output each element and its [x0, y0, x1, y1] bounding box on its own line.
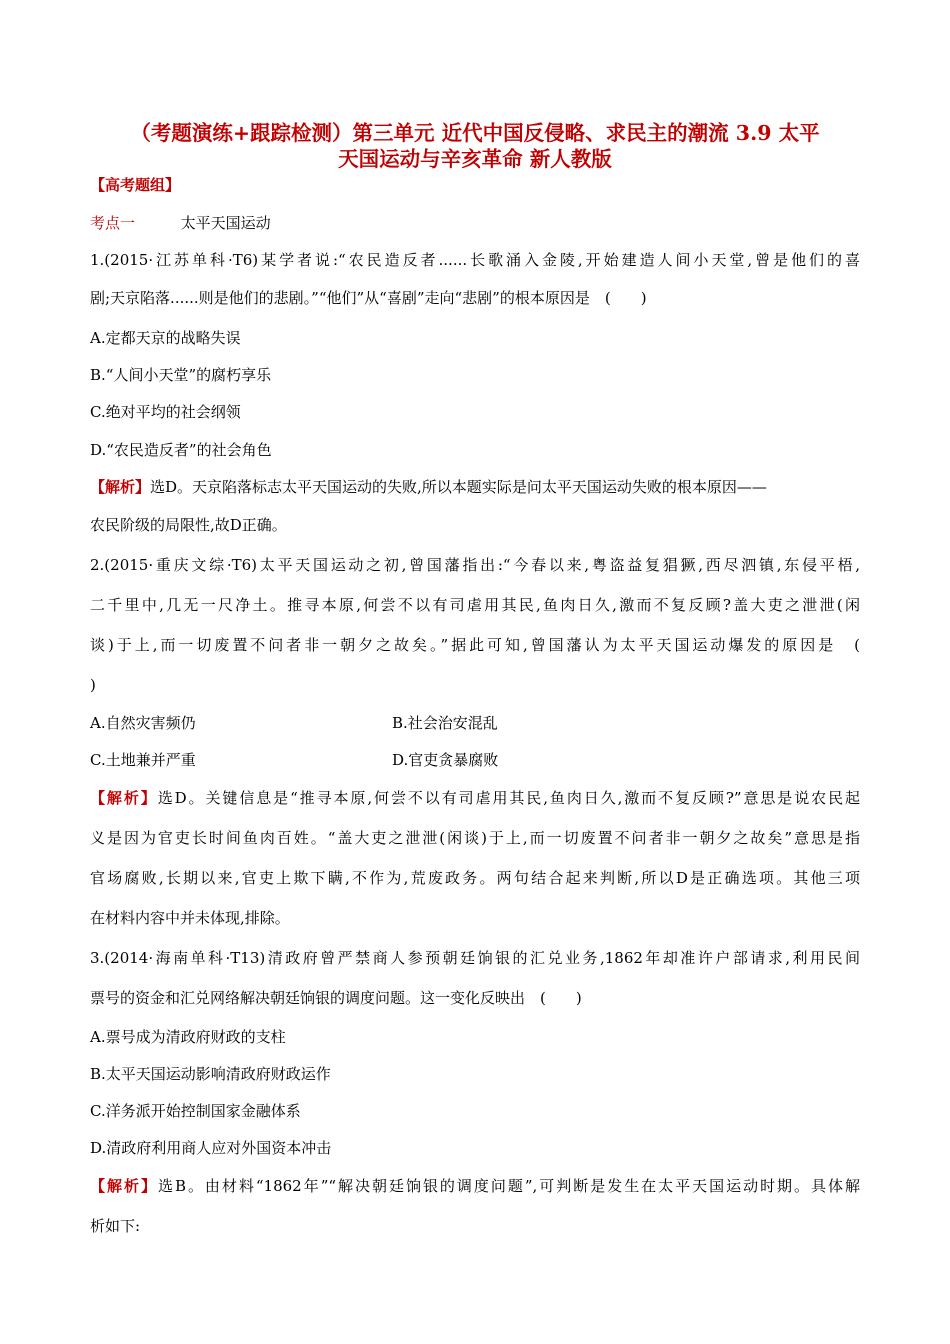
topic-label: 考点一: [90, 214, 136, 232]
q1-option-a: A.定都天京的战略失误: [90, 329, 241, 347]
document-title: [90, 120, 860, 172]
q2-option-d: D.官吏贪暴腐败: [392, 751, 499, 769]
q2-option-c: C.土地兼并严重: [90, 751, 196, 769]
q3-analysis-line-1: 【解析】选B。由材料“1862年”“解决朝廷饷银的调度问题”,可判断是发生在太平天国运动时期。具体解: [90, 1177, 860, 1195]
q1-analysis-line-1: 【解析】选D。天京陷落标志太平天国运动的失败,所以本题实际是问太平天国运动失败的根本原因——: [90, 478, 767, 496]
q2-stem-line-4: ): [90, 676, 96, 694]
q3-analysis-line-2: 析如下:: [90, 1217, 141, 1235]
q3-option-d: D.清政府利用商人应对外国资本冲击: [90, 1139, 332, 1157]
q2-analysis-line-3: 官场腐败,长期以来,官吏上欺下瞒,不作为,荒废政务。两句结合起来判断,所以D是正确选项。其他三项: [90, 869, 860, 887]
q2-analysis-line-2: 义是因为官吏长时间鱼肉百姓。“盖大吏之泄泄(闲谈)于上,而一切废置不问者非一朝夕之故矣”意思是指: [90, 829, 860, 847]
topic-name: 太平天国运动: [180, 214, 271, 232]
section-label: 【高考题组】: [90, 176, 181, 194]
q2-analysis-line-4: 在材料内容中并未体现,排除。: [90, 909, 290, 927]
q2-analysis-line-1: 【解析】选D。关键信息是“推寻本原,何尝不以有司虐用其民,鱼肉日久,激而不复反顾?”意思是说农民起: [90, 789, 860, 807]
q1-stem-line-2: 剧;天京陷落......则是他们的悲剧。”“他们”从“喜剧”走向“悲剧”的根本原因是 ( ): [90, 289, 647, 307]
q3-option-c: C.洋务派开始控制国家金融体系: [90, 1102, 301, 1120]
q1-option-b: B.“人间小天堂”的腐朽享乐: [90, 366, 272, 384]
analysis-tag: 【解析】: [90, 789, 158, 807]
q2-option-b: B.社会治安混乱: [392, 714, 498, 732]
q2-stem-line-2: 二千里中,几无一尺净土。推寻本原,何尝不以有司虐用其民,鱼肉日久,激而不复反顾?盖大吏之泄泄(闲: [90, 596, 860, 614]
q2-stem-line-3: 谈)于上,而一切废置不问者非一朝夕之故矣。”据此可知,曾国藩认为太平天国运动爆发的原因是 (: [90, 636, 860, 654]
q2-option-a: A.自然灾害频仍: [90, 714, 196, 732]
q1-option-c: C.绝对平均的社会纲领: [90, 403, 241, 421]
topic-heading: [90, 213, 860, 233]
q2-stem-line-1: 2.(2015·重庆文综·T6)太平天国运动之初,曾国藩指出:“今春以来,粤盗益复猖獗,西尽泗镇,东侵平梧,: [90, 556, 860, 574]
q1-option-d: D.“农民造反者”的社会角色: [90, 441, 272, 459]
q1-stem-line-1: 1.(2015·江苏单科·T6)某学者说:“农民造反者......长歌涌入金陵,开始建造人间小天堂,曾是他们的喜: [90, 251, 860, 269]
q3-stem-line-2: 票号的资金和汇兑网络解决朝廷饷银的调度问题。这一变化反映出 ( ): [90, 989, 582, 1007]
title-line-1: （考题演练+跟踪检测）第三单元 近代中国反侵略、求民主的潮流 3.9 太平: [130, 121, 820, 145]
analysis-tag: 【解析】: [90, 1177, 158, 1195]
q3-option-a: A.票号成为清政府财政的支柱: [90, 1028, 286, 1046]
q3-option-b: B.太平天国运动影响清政府财政运作: [90, 1065, 331, 1083]
q2-options-row-1: [90, 713, 860, 733]
analysis-tag: 【解析】: [90, 478, 151, 496]
title-line-2: 天国运动与辛亥革命 新人教版: [338, 147, 612, 171]
q2-options-row-2: [90, 750, 860, 770]
q1-analysis-line-2: 农民阶级的局限性,故D正确。: [90, 516, 287, 534]
q3-stem-line-1: 3.(2014·海南单科·T13)清政府曾严禁商人参预朝廷饷银的汇兑业务,1862年却准许户部请求,利用民间: [90, 949, 860, 967]
